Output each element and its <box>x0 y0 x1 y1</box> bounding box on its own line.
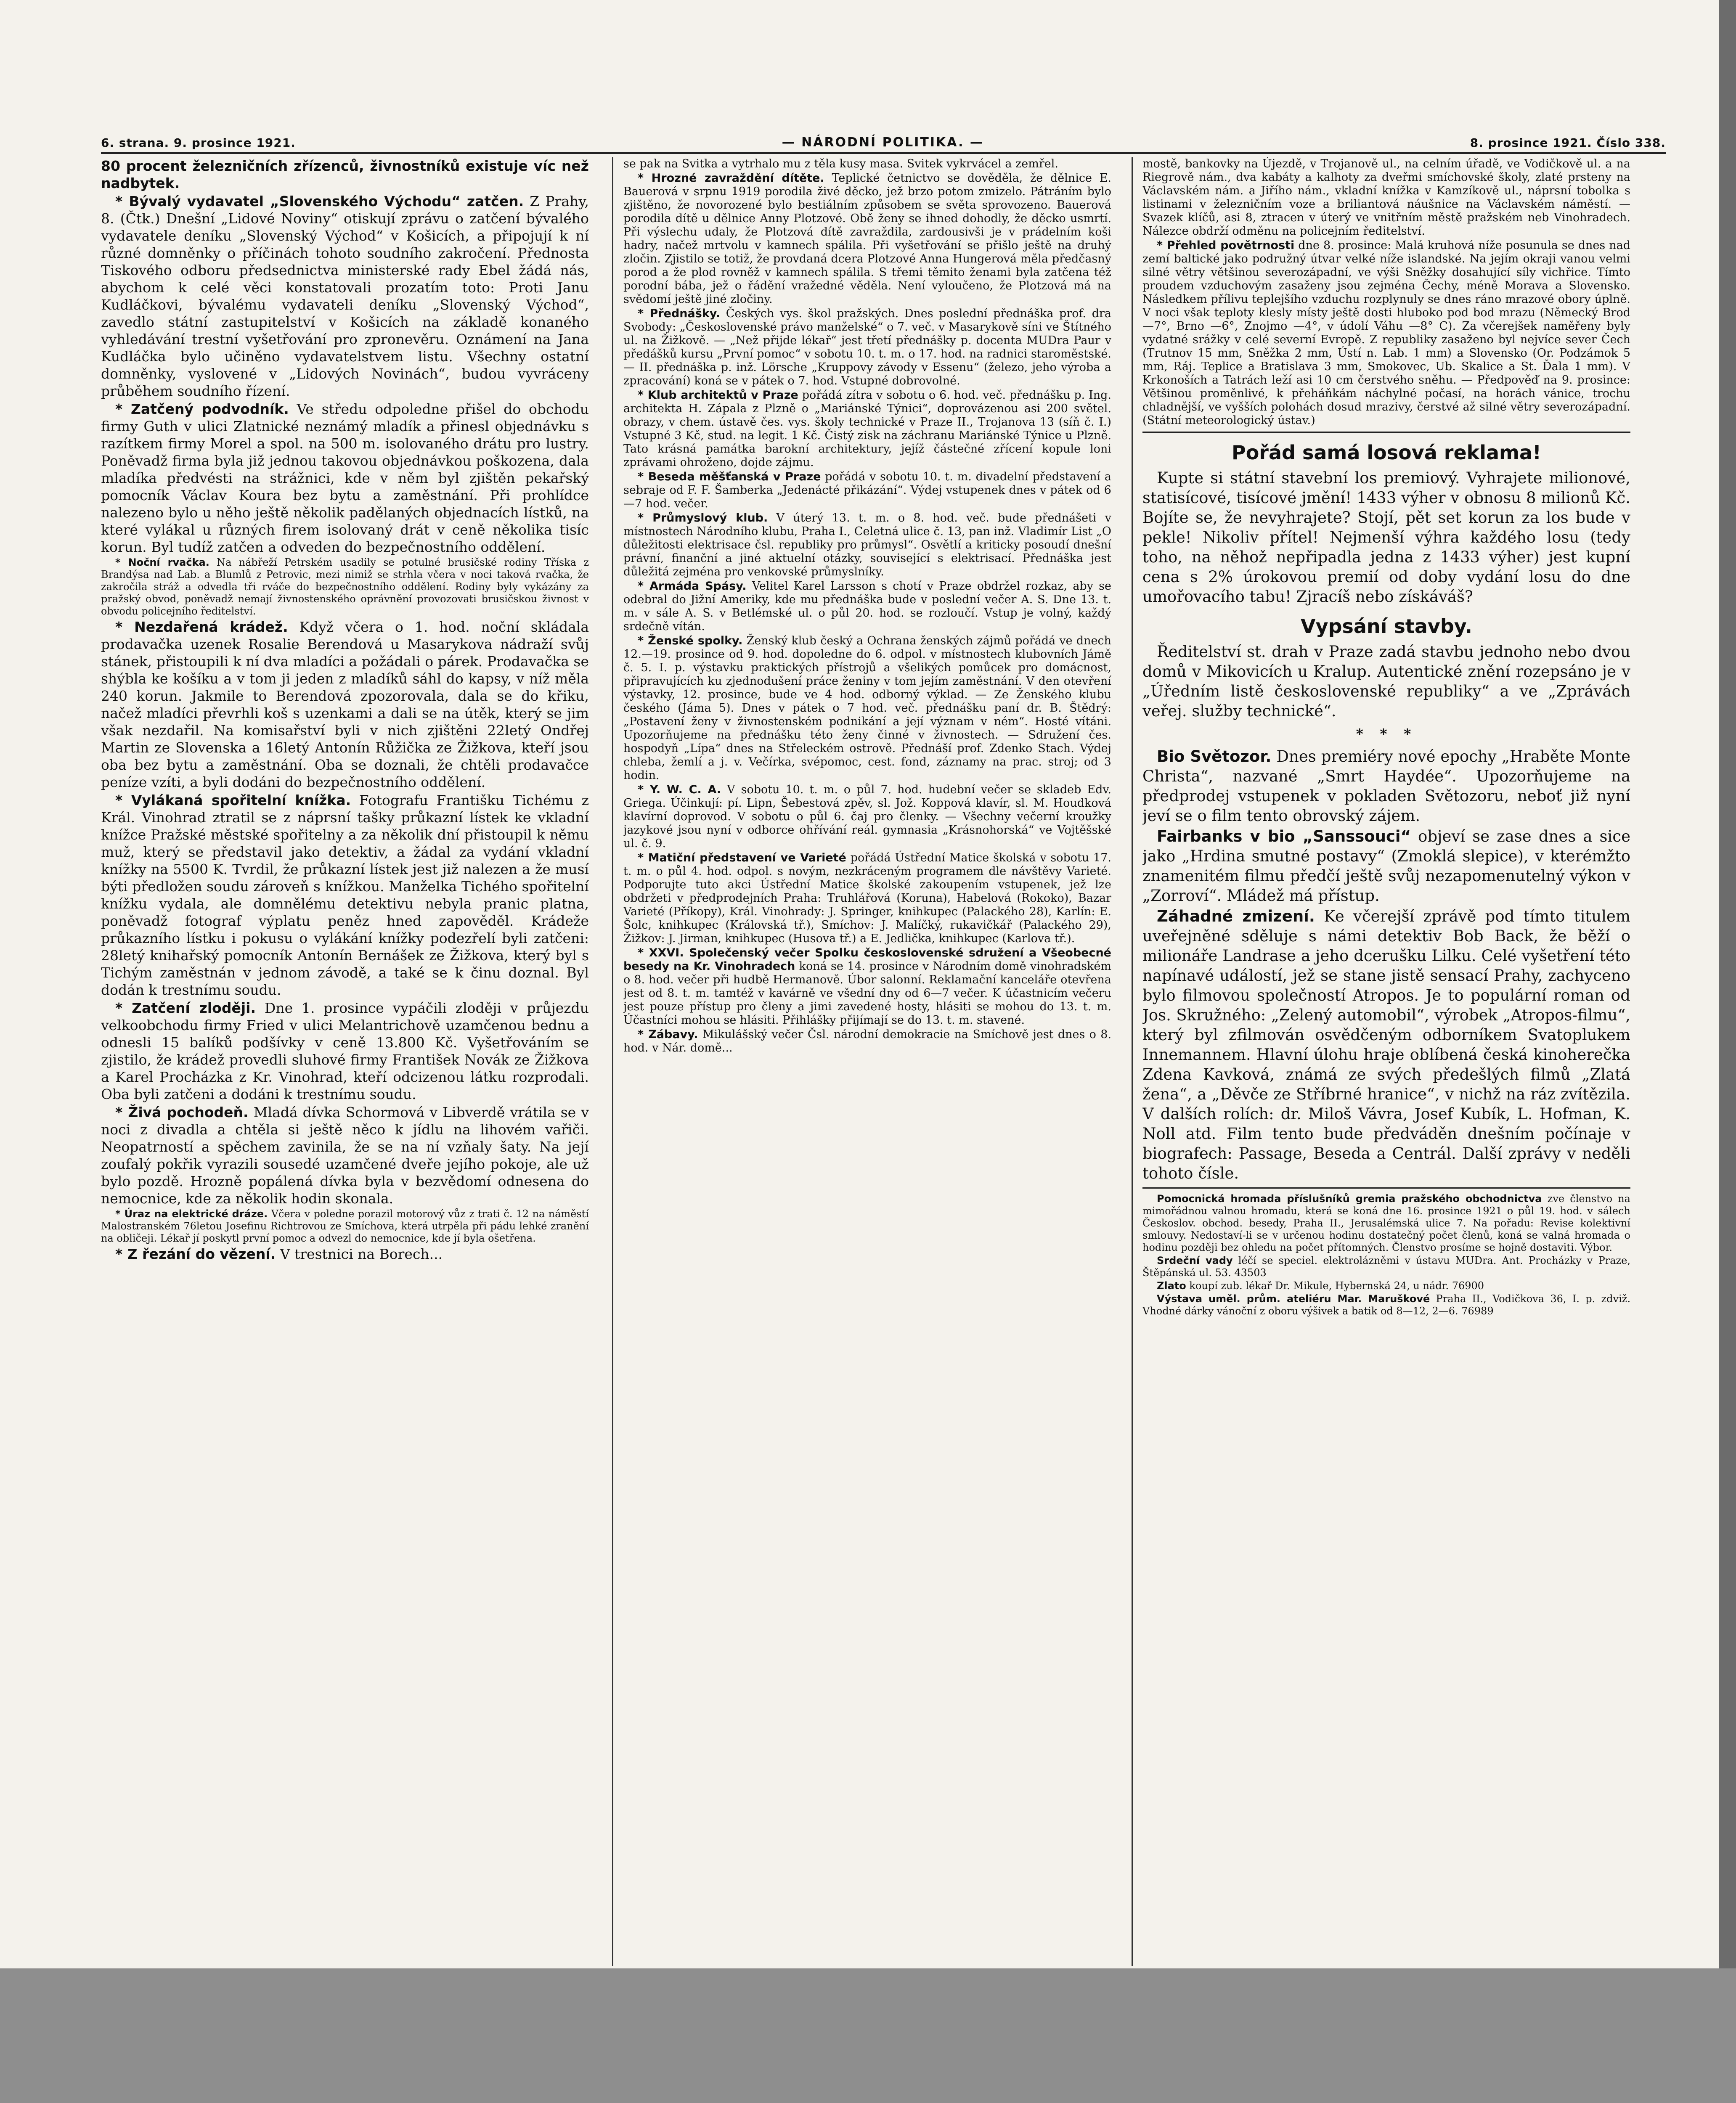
article-text: Ženský klub český a Ochrana ženských zájmů pořádá ve dnech 12.—19. prosince od 9. hod. dopoledne do 6. odpol. v místnostech klubovních Jámě č. 5. I. p. výstavku praktických přístrojů a všelikých pomůcek pro domácnost, připravujících ku zjednodušení práce ženiny v tom jejím zaměstnání. V den otevření výstavky, 12. prosince, bude ve 4 hod. odborný výklad. — Ze Ženského klubu českého (Jáma 5). Dnes v pátek o 7 hod. več. přednášku paní dr. B. Štědrý: „Postavení ženy v živnostenském podnikání a její význam v ném“. Hosté vítáni. Upozorňujeme na přednášku této ženy činné v živnostech. — Sdružení čes. hospodyň „Lípa“ dnes na Střeleckém ostrově. Přednáší prof. Zdenko Stach. Výdej chleba, žemlí a j. v. Večírka, svépomoc, cest. fond, záznamy na prac. stroj; od 3 hodin. <box>623 634 1111 782</box>
column-3 <box>1142 157 1630 1966</box>
article-text: Českých vys. škol pražských. Dnes poslední přednáška prof. dra Svobody: „Československé právo manželské“ o 7. več. v Masarykově síni ve Štítného ul. na Žižkově. — „Než přijde lékař“ jest třetí přednášky p. docenta MUDra Paur v předášků kursu „První pomoc“ v sobotu 10. t. m. o 17. hod. na radnici staroměstské. — II. přednáška p. inž. Lörsche „Kruppovy závody v Essenu“ (železo, jeho výroba a zpracování) koná se v pátek o 7. hod. Vstupné dobrovolné. <box>623 307 1111 387</box>
article-heading: * Hrozné zavraždění dítěte. <box>638 172 824 185</box>
article-paragraph <box>1142 239 1630 427</box>
header-rule <box>101 152 1666 154</box>
article-heading: * Nezdařená krádež. <box>115 619 288 635</box>
divider <box>1142 432 1630 433</box>
article-paragraph <box>1142 1293 1630 1317</box>
article-paragraph <box>1142 157 1630 238</box>
article-heading: * Matiční představení ve Varieté <box>638 851 846 864</box>
article-paragraph <box>101 1104 589 1207</box>
article-text: Ve středu odpoledne přišel do obchodu firmy Guth v ulici Zlatnické neznámý mladík a přinesl objednávku s razítkem firmy Morel a spol. na 500 m. isolovaného drátu pro lustry. Poněvadž firma byla již jednou takovou objednávkou poškozena, dala mladíka předvésti na strážnici, kde v něm byl zjištěn pekařský pomocník Václav Koura bez bytu a zaměstnání. Při prohlídce nalezeno bylo u něho ještě několik padělaných objednacích lístků, na které vylákal u různých firem isolovaný drát v ceně několika tisíc korun. Byl tudíž zatčen a odveden do bezpečnostního oddělení. <box>101 401 589 555</box>
article-paragraph <box>101 618 589 791</box>
article-paragraph <box>623 946 1111 1027</box>
article-paragraph <box>623 634 1111 782</box>
scan-border <box>1719 0 1736 2103</box>
article-text: V sobotu 10. t. m. o půl 7. hod. hudební večer se skladeb Edv. Griega. Účinkují: pí. Lipn, Šebestová zpěv, sl. Jož. Koppová klavír, sl. M. Houdková klavírní doprovod. V sobotu o půl 6. čaj pro členky. — Všechny večerní kroužky jazykové jsou nyní v odborce ohřívání reál. gymnasia „Krásnohorská“ ve Vojtěšské ul. č. 9. <box>623 783 1111 850</box>
divider <box>1142 1187 1630 1189</box>
article-text: koupí zub. lékař Dr. Mikule, Hybernská 24, u nádr. 76900 <box>1186 1280 1484 1292</box>
article-paragraph <box>623 389 1111 469</box>
article-heading: * Vylákaná spořitelní knížka. <box>115 792 351 808</box>
article-text: léčí se speciel. elektrolázněmi v ústavu MUDra. Ant. Procházky v Praze, Štěpánská ul. 53. 43503 <box>1142 1255 1630 1279</box>
article-paragraph <box>101 792 589 999</box>
article-text: V trestnici na Borech... <box>276 1246 443 1262</box>
article-text: dne 8. prosince: Malá kruhová níže posunula se dnes nad zemí baltické jako podružný útvar velké níže islandské. Na jejím okraji vanou velmi silné větry většinou severozápadní, ve výši Sněžky dosahující síly vichřice. Tímto proudem vzduchovým zasaženy jsou zejména Čechy, méně Morava a Slovensko. Následkem přílivu teplejšího vzduchu rozplynuly se dnes ráno mrazové obory úplně. V noci však teploty klesly místy ještě dosti hluboko pod bod mrazu (Německý Brod —7°, Brno —6°, Znojmo —4°, v údolí Váhu —8° C). Za včerejšek naměřeny byly vydatné srážky v celé severní Evropě. Z republiky zasaženo byl nejvíce sever Čech (Trutnov 15 mm, Sněžka 2 mm, Ústí n. Lab. 1 mm) a Slovensko (Or. Podzámok 5 mm, Ráj. Teplice a Bratislava 3 mm, Smokovec, Ub. Skalice a St. Ďala 1 mm). V Krkonoších a Tatrách leží asi 10 cm čerstvého sněhu. — Předpověď na 9. prosince: Většinou proměnlivé, k přeháňkám náchylné počasí, na horách vánice, trochu chladnější, ve vyšších polohách dosud mrazivy, čerstvé až silné větry severozápadní. (Státní meteorologický ústav.) <box>1142 239 1630 427</box>
article-text: Dne 1. prosince vypáčili zloději v průjezdu velkoobchodu firmy Fried v ulici Melantrichově uzamčenou bednu a odnesli 15 balíků podšívky v ceně 13.800 Kč. Vyšetřováním se zjistilo, že krádež provedli sluhové firmy František Novák ze Žižkova a Karel Procházka z Kr. Vinohrad, kteří odcizenou látku rozprodali. Oba byli zatčeni a dodáni k trestnímu soudu. <box>101 1000 589 1102</box>
article-text: Fotografu Františku Tichému z Král. Vinohrad ztratil se z náprsní tašky průkazní lístek ke vkladní knížce Pražské městské spořitelny a za několik dní přistoupil k němu muž, který se představil jako detektiv, a žádal za vydání vkladní knížky na 5500 K. Tvrdil, že průkazní lístek jest již nalezen a že musí býti předložen soudu zároveň s knížkou. Manželka Tichého spořitelní knížku vydala, ale domnělému detektivu nebyla pranic platna, poněvadž fotograf výplatu peněz hned zapověděl. Krádeže průkazního lístku i pokusu o vylákání knížky podezřelí byli zatčeni: 28letý knihařský pomocník Antonín Bernášek ze Žižkova, který byl s Tichým zaměstnán v jednom závodě, a také se k činu doznal. Byl dodán k trestnímu soudu. <box>101 792 589 998</box>
article-heading: * Z řezání do vězení. <box>115 1246 276 1262</box>
article-paragraph <box>101 1245 589 1263</box>
article-paragraph <box>1142 747 1630 826</box>
article-text: 80 procent železničních zřízenců, živnostníků existuje víc než nadbytek. <box>101 158 589 191</box>
article-heading: * Úraz na elektrické dráze. <box>115 1208 268 1220</box>
article-heading: * XXVI. Společenský večer Spolku československé sdružení a Všeobecné besedy na Kr. Vinohradech <box>623 946 1111 973</box>
article-paragraph <box>623 307 1111 388</box>
article-text: Na nábřeží Petrském usadily se potulné brusičské rodiny Tříska z Brandýsa nad Lab. a Blumlů z Petrovic, mezi nimiž se strhla včera v noci taková rvačka, že zakročila stráž a odvedla tři rváče do bezpečnostního oddělení. Rodiny byly vykázány za pražský obvod, poněvadž nemají živnostenského oprávnění provozovati brusičskou živnost v obvodu policejního ředitelství. <box>101 556 589 617</box>
article-text: mostě, bankovky na Újezdě, v Trojanově ul., na celním úřadě, ve Vodičkově ul. a na Riegrově nám., dva kabáty a kalhoty za dveřmi smíchovské školy, zlaté prsteny na Václavském nám. a Jiřího nám., vkladní knížka v Kamzíkově ul., náprsní tobolka s listinami v železničním voze a briliantová náušnice na Václavském náměstí. — Svazek klíčů, asi 8, ztracen v úterý ve vnitřním městě pražském neb Vinohradech. Nálezce obdrží odměnu na policejním ředitelství. <box>1142 157 1630 238</box>
article-heading: * Y. W. C. A. <box>638 783 721 796</box>
article-paragraph <box>623 511 1111 579</box>
article-heading: Výstava uměl. prům. ateliéru Mar. Maruškové <box>1157 1293 1430 1305</box>
article-text: Dnes premiéry nové epochy „Hraběte Monte Christa“, nazvané „Smrt Haydée“. Upozorňujeme na předprodej vstupenek v pokladen Světozoru, neboť již nyní jeví se o film tento obrovský zájem. <box>1142 747 1630 825</box>
article-heading: Zlato <box>1157 1280 1186 1292</box>
article-heading: * Průmyslový klub. <box>638 511 768 524</box>
article-text: pořádá Ústřední Matice školská v sobotu 17. t. m. o půl 4. hod. odpol. s novým, nezkráceným programem dle návštěvy Varieté. Podporujte tuto akci Ústřední Matice školské zakoupením vstupenek, jež lze obdržeti v předprodejních Praha: Truhlářová (Koruna), Habelová (Rokoko), Bazar Varieté (Příkopy), Král. Vinohrady: J. Springer, knihkupec (Palackého 28), Karlín: E. Šolc, knihkupec (Královská tř.), Smíchov: J. Malíčký, rukavičkář (Palackého 29), Žižkov: J. Jirman, knihkupec (Husova tř.) a E. Jedlička, knihkupec (Karlova tř.). <box>623 851 1111 945</box>
article-text: pořádá v sobotu 10. t. m. divadelní představení a sebraje od F. F. Šamberka „Jedenácté přikázání“. Výdej vstupenek dnes v pátek od 6—7 hod. večer. <box>623 470 1111 510</box>
page-header <box>101 120 1666 150</box>
article-heading: Záhadné zmizení. <box>1157 907 1315 925</box>
article-heading: Srdeční vady <box>1157 1255 1233 1266</box>
article-paragraph <box>1142 1255 1630 1279</box>
article-text: Mladá dívka Schormová v Libverdě vrátila se v noci z divadla a chtěla si ještě něco k jídlu na lihovém vařiči. Neopatrností a spěchem zavinila, že se na ní vzňaly šaty. Na její zoufalý pokřik vyrazili sousedé uzamčené dveře jejího pokoje, ale už bylo pozdě. Hrozně popálená dívka byla v bezvědomí odnesena do nemocnice, kde za několik hodin skonala. <box>101 1104 589 1207</box>
article-heading: * Živá pochodeň. <box>115 1104 249 1120</box>
article-heading: * Bývalý vydavatel „Slovenského Východu“ zatčen. <box>115 193 524 209</box>
column-divider <box>612 157 613 1966</box>
article-paragraph <box>1142 906 1630 1183</box>
article-heading: * Přednášky. <box>638 307 721 320</box>
article-paragraph <box>101 1208 589 1245</box>
article-text: se pak na Svitka a vytrhalo mu z těla kusy masa. Svitek vykrvácel a zemřel. <box>623 157 1058 170</box>
column-3-news <box>1142 157 1630 427</box>
cinema-section <box>1142 747 1630 1183</box>
article-text: Z Prahy, 8. (Čtk.) Dnešní „Lidové Noviny“ otiskují zprávu o zatčení bývalého vydavatele deníku „Slovenský Východ“ v Košicích, a připojují k ní různé domněnky o příčinách tohoto soudního zakročení. Přednosta Tiskového odboru předsednictva ministerské rady Ebel žádá nás, abychom k celé věci konstatovali prozatím toto: Proti Janu Kudláčkovi, bývalému vydavateli deníku „Slovenský Východ“, zavedlo státní zastupitelství v Košicích na základě konaného vyhledávání trestní vyšetřování pro zpronevěru. Oznámení na Jana Kudláčka bylo učiněno vydavatelstvem listu. Všechny ostatní domněnky, vyslovené v „Lidových Novinách“, budou vyvráceny průběhem soudního řízení. <box>101 193 589 399</box>
column-2 <box>623 157 1111 1966</box>
article-heading: * Zábavy. <box>638 1028 698 1041</box>
article-paragraph <box>1142 1280 1630 1292</box>
article-paragraph <box>623 580 1111 633</box>
article-paragraph <box>101 999 589 1103</box>
column-divider <box>1132 157 1133 1966</box>
article-text: Včera v poledne porazil motorový vůz z trati č. 12 na náměstí Malostranském 76letou Josefinu Richtrovou ze Smíchova, která utrpěla při pádu lehké zranění na obličeji. Lékař jí poskytl první pomoc a odvezl do nemocnice, kde jí byla ošetřena. <box>101 1208 589 1244</box>
article-heading: * Beseda měšťanská v Praze <box>638 470 821 483</box>
competition-text: Ředitelství st. drah v Praze zadá stavbu jednoho nebo dvou domů v Mikovicích u Kralup. Autentické znění rozepsáno je v „Úředním listě československé republiky“ a ve „Zprávách veřej. služby technické“. <box>1142 643 1630 720</box>
article-heading: * Zatčený podvodník. <box>115 401 289 417</box>
article-text: Velitel Karel Larsson s chotí v Praze obdržel rozkaz, aby se odebral do Jižní Ameriky, kde mu přednáška bude v poslední večer A. S. Dne 13. t. m. v sále A. S. v Betlémské ul. o půl 20. hod. se rozloučí. Vstup je volný, každý srdečně vítán. <box>623 580 1111 633</box>
article-text: Ke včerejší zprávě pod tímto titulem uveřejněné sděluje s námi detektiv Bob Back, že běží o milionáře Landrase a jeho dcerušku Lilku. Celé vyšetření této napínavé událostí, jež se stane jistě sensací Prahy, zachyceno bylo filmovou společností Atropos. Je to populární roman od Jos. Skružného: „Zelený automobil“, výrobek „Atropos-filmu“, který byl zfilmován osvědčeným odborníkem Svatoplukem Innemannem. Hlavní úlohu hraje oblíbená česká kinoherečka Zdena Kavková, známá ze svých předešlých filmů „Zlatá žena“, a „Děvče ze Stříbrné hranice“, v nichž na ráz zvítězila. V dalších rolích: dr. Miloš Vávra, Josef Kubík, L. Hofman, K. Noll atd. Film tento bude předváděn dnešním počínaje v biografech: Passage, Beseda a Centrál. Další zprávy v neděli tohoto čísle. <box>1142 907 1630 1182</box>
article-heading: Pomocnická hromada příslušníků gremia pražského obchodnictva <box>1157 1193 1542 1205</box>
article-paragraph <box>623 157 1111 171</box>
masthead-title: — NÁRODNÍ POLITIKA. — <box>782 135 984 150</box>
article-heading: * Noční rvačka. <box>115 556 209 568</box>
article-heading: * Zatčení zloději. <box>115 1000 256 1016</box>
article-text: Teplické četnictvo se dověděla, že dělnice E. Bauerová v srpnu 1919 porodila živé děcko, jež brzo potom zmizelo. Pátráním bylo zjištěno, že novorozené bylo bestiálním způsobem se světa sprovozeno. Bauerová porodila dítě u dělnice Anny Plotzové. Obě ženy se ihned dohodly, že děcko usmrtí. Při výslechu udaly, že Plotzová dítě zavraždila, zardousivši je v prádelním koši hadry, načež mrtvolu v kamnech spálila. Při vyšetřování se přišlo ještě na druhý zločin. Zjistilo se totiž, že provdaná dcera Plotzové Anna Hungerová měla předčasný porod a že plod rovněž v kamnech spálila. S třemi těmito ženami byla zatčena též porodní bába, jež o řádění vražedné věděla. Není vyloučeno, že Plotzová má na svědomí ještě jiné zločiny. <box>623 172 1111 306</box>
article-heading: * Přehled povětrnosti <box>1157 239 1295 252</box>
article-heading: * Ženské spolky. <box>638 634 743 647</box>
article-text: objeví se zase dnes a sice jako „Hrdina smutné postavy“ (Zmoklá slepice), v kterémžto znamenitém filmu předčí ještě svůj nezapomenutelný výkon v „Zorroví“. Mládež má přístup. <box>1142 827 1630 905</box>
header-right: 8. prosince 1921. Číslo 338. <box>1470 136 1666 150</box>
article-paragraph <box>623 783 1111 850</box>
article-text: zve členstvo na mimořádnou valnou hromadu, která se koná dne 16. prosince 1921 o půl 19. hod. v sálech Českoslov. obchod. besedy, Praha II., Jerusalémská ulice 7. Na pořadu: Revise kolektivní smlouvy. Nedostaví-li se v určenou hodinu dostatečný počet členů, koná se valná hromada o hodinu později bez ohledu na počet přítomných. Členstvo prosíme se hojně dostaviti. Výbor. <box>1142 1193 1630 1253</box>
article-paragraph <box>101 400 589 556</box>
article-paragraph <box>623 1028 1111 1055</box>
article-paragraph <box>623 851 1111 946</box>
lottery-text: Kupte si státní stavební los premiový. Vyhrajete milionové, statisícové, tisícové jmění! 1433 výher v obnosu 8 milionů Kč. Bojíte se, že nevyhrajete? Stojí, pět set korun za los bude v pekle! Nikoliv přítel! Nejmenší výhra každého losu (tedy toho, na něhož nepřipadla jedna z 1433 výher) jest kupní cena s 2% úrokovou premií od doby vydání losu do dne umořovacího tabu! Zjracíš nebo získáváš? <box>1142 469 1630 606</box>
article-paragraph <box>101 556 589 617</box>
article-paragraph <box>101 157 589 192</box>
article-text: koná se 14. prosince v Národním domě vinohradském o 8. hod. večer při hudbě Hermanově. Úbor salonní. Reklamační kanceláře otevřena jest od 8. t. m. tamtéž v kavárně ve všední dny od 6—7 večer. K účastnicím večeru jest pouze přístup pro členy a jimi zavedené hosty, hlásiti se mohou do 13. t. m. Účastníci mohou se hlásiti. Přihlášky přijímají se do 13. t. m. stavené. <box>623 960 1111 1027</box>
article-paragraph <box>623 470 1111 511</box>
scan-background <box>0 1968 1736 2103</box>
lottery-heading: Pořád samá losová reklama! <box>1231 441 1542 464</box>
article-heading: Bio Světozor. <box>1157 747 1272 765</box>
header-left: 6. strana. 9. prosince 1921. <box>101 136 296 150</box>
article-paragraph <box>1142 826 1630 906</box>
article-text: Mikulášský večer Čsl. národní demokracie na Smíchově jest dnes o 8. hod. v Nár. domě... <box>623 1028 1111 1054</box>
article-text: pořádá zítra v sobotu o 6. hod. več. přednášku p. Ing. architekta H. Zápala z Plzně o „Mariánské Týnici“, doprovázenou asi 200 světel. obrazy, v chem. ústavě čes. vys. školy technické v Praze II., Trojanova 13 (síň č. I.) Vstupné 3 Kč, stud. na legit. 1 Kč. Čistý zisk na záchranu Mariánské Týnice u Plzně. Tato krásná památka barokní architektury, jejíž částečné zřícení kopule loni zprávami ohroženo, dojde zájmu. <box>623 389 1111 469</box>
article-heading: * Armáda Spásy. <box>638 580 747 593</box>
classifieds-section <box>1142 1193 1630 1317</box>
article-paragraph <box>101 193 589 400</box>
article-heading: Fairbanks v bio „Sanssouci“ <box>1157 827 1411 845</box>
separator-stars: * * * <box>1356 726 1417 742</box>
article-text: Praha II., Vodičkova 36, I. p. zdviž. Vhodné dárky vánoční z oboru výšivek a batik od 8—12, 2—6. 76989 <box>1142 1293 1630 1317</box>
article-paragraph <box>623 172 1111 306</box>
article-text: Když včera o 1. hod. noční skládala prodavačka uzenek Rosalie Berendová u Masarykova nádraží svůj stánek, přistoupili k ní dva mladíci a požádali o párek. Prodavačka se shýbla ke košíku a v tom ji jeden z mladíků sáhl do kapsy, v níž měla 240 korun. Jakmile to Berendová zpozorovala, dala se do křiku, načež mladíci převrhli koš s uzenkami a dali se na útěk, který se jim však nezdařil. Na komisařství byli v nich zjištěni 22letý Ondřej Martin ze Slovenska a 16letý Antonín Růžička ze Žižkova, kteří jsou oba bez bytu a zaměstnání. Oba se doznali, že chtěli prodavačce peníze vzíti, a byli dodáni do bezpečnostního oddělení. <box>101 619 589 790</box>
article-paragraph <box>1142 1193 1630 1254</box>
competition-heading: Vypsání stavby. <box>1300 615 1473 638</box>
column-1 <box>101 157 589 1966</box>
article-heading: * Klub architektů v Praze <box>638 389 798 402</box>
article-text: V úterý 13. t. m. o 8. hod. več. bude přednášeti v místnostech Národního klubu, Praha I., Celetná ulice č. 13, pan inž. Vladimír List „O důležitosti elektrisace čsl. republiky pro průmysl“. Osvětlí a kriticky posoudí dnešní právní, finanční a jiné aktuelní otázky, související s elektrisací. Přednáška jest důležitá zejména pro venkovské průmyslníky. <box>623 511 1111 578</box>
